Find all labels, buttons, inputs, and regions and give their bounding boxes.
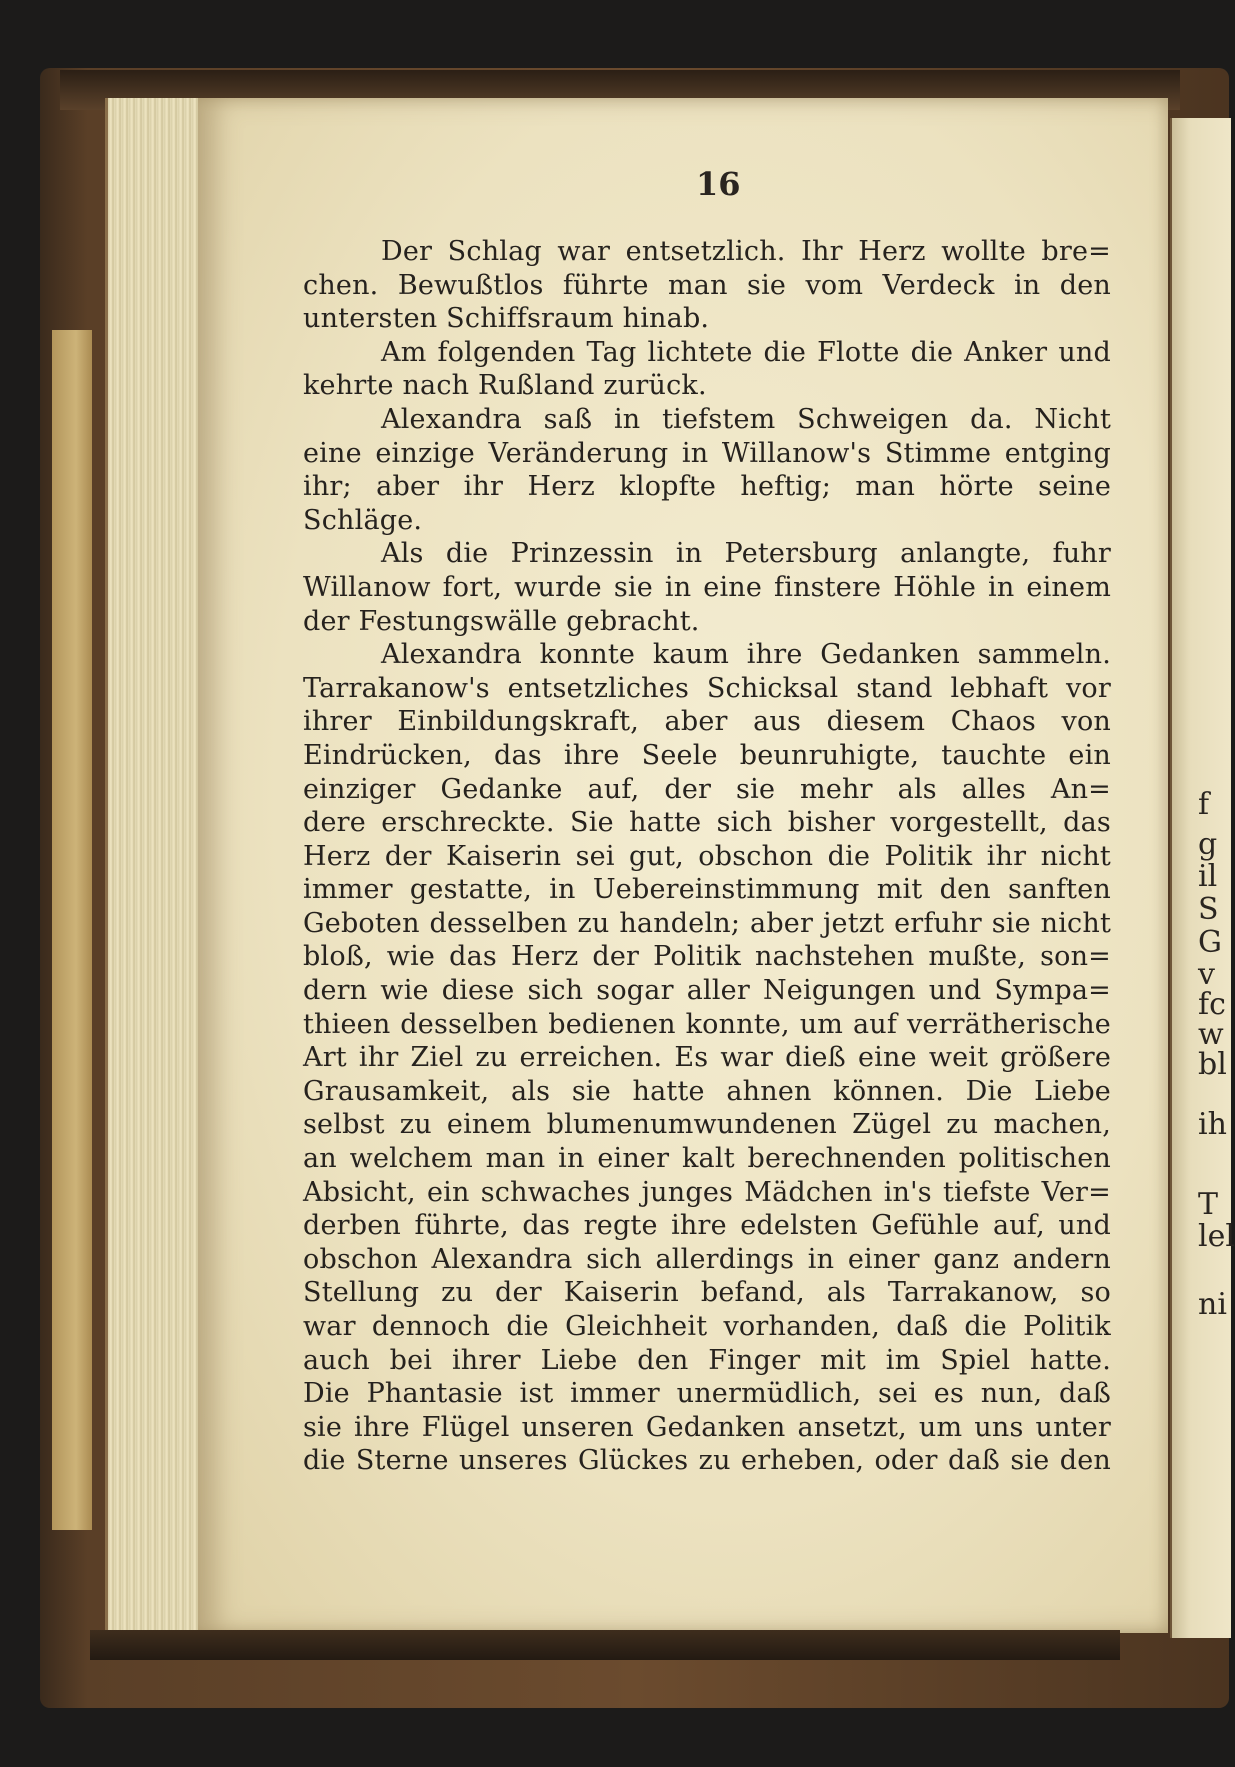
next-page-fragment: g: [1198, 827, 1218, 862]
text-line: thieen desselben bedienen konnte, um auf verrätherische: [303, 1008, 1111, 1040]
text-line: die Sterne unseres Glückes zu erheben, oder daß sie den: [303, 1445, 1111, 1477]
text-line: kehrte nach Rußland zurück.: [303, 370, 707, 402]
text-line: Der Schlag war entsetzlich. Ihr Herz wollte bre=: [381, 236, 1111, 267]
text-line: ihrer Einbildungskraft, aber aus diesem Chaos von: [303, 706, 1111, 738]
text-line: Stellung zu der Kaiserin befand, als Tarrakanow, so: [303, 1277, 1111, 1309]
text-line: dern wie diese sich sogar aller Neigungen und Sympa=: [303, 975, 1111, 1007]
text-line: obschon Alexandra sich allerdings in einer ganz andern: [303, 1243, 1111, 1275]
next-page-fragment: T: [1198, 1187, 1219, 1222]
text-line: Herz der Kaiserin sei gut, obschon die Politik ihr nicht: [303, 840, 1111, 872]
text-line: Als die Prinzessin in Petersburg anlangte, fuhr: [381, 538, 1111, 570]
text-line: Tarrakanow's entsetzliches Schicksal stand lebhaft vor: [303, 672, 1111, 704]
text-line: eine einzige Veränderung in Willanow's Stimme entging: [303, 437, 1111, 469]
text-line: Schläge.: [303, 504, 423, 536]
page-number: 16: [696, 165, 741, 203]
text-line: Alexandra saß in tiefstem Schweigen da. Nicht: [381, 403, 1111, 435]
next-page-fragment: f: [1198, 787, 1210, 822]
text-line: selbst zu einem blumenumwundenen Zügel zu machen,: [303, 1109, 1111, 1141]
text-line: Willanow fort, wurde sie in eine finstere Höhle in einem: [303, 571, 1111, 603]
next-page-fragment: G: [1198, 925, 1222, 960]
text-line: Absicht, ein schwaches junges Mädchen in's tiefste Ver=: [303, 1176, 1111, 1208]
next-page-fragment: v: [1198, 957, 1215, 992]
text-line: Grausamkeit, als sie hatte ahnen können. Die Liebe: [303, 1075, 1111, 1107]
next-page-edge: [1170, 118, 1235, 1638]
text-line: dere erschreckte. Sie hatte sich bisher vorgestellt, das: [303, 807, 1111, 839]
text-line: auch bei ihrer Liebe den Finger mit im Spiel hatte.: [303, 1344, 1111, 1376]
text-line: sie ihre Flügel unseren Gedanken ansetzt, um uns unter: [303, 1411, 1111, 1443]
text-line: an welchem man in einer kalt berechnenden politischen: [303, 1143, 1111, 1175]
text-line: immer gestatte, in Uebereinstimmung mit den sanften: [303, 874, 1111, 906]
next-page-fragment: il: [1198, 859, 1218, 894]
text-line: Geboten desselben zu handeln; aber jetzt erfuhr sie nicht: [303, 907, 1111, 939]
next-page-fragment: ni: [1198, 1287, 1227, 1322]
next-page-fragment: fc: [1198, 987, 1226, 1022]
next-page-fragment: lel: [1198, 1219, 1235, 1254]
text-line: Am folgenden Tag lichtete die Flotte die Anker und: [381, 336, 1111, 368]
text-line: derben führte, das regte ihre edelsten Gefühle auf, und: [303, 1210, 1111, 1242]
text-line: Alexandra konnte kaum ihre Gedanken sammeln.: [381, 639, 1111, 671]
text-line: bloß, wie das Herz der Politik nachstehen mußte, son=: [303, 941, 1111, 973]
next-page-fragment: bl: [1198, 1047, 1227, 1082]
page-text: [303, 235, 1111, 1478]
text-line: einziger Gedanke auf, der sie mehr als alles An=: [303, 773, 1111, 805]
text-line: ihr; aber ihr Herz klopfte heftig; man hörte seine: [303, 471, 1111, 503]
text-line: untersten Schiffsraum hinab.: [303, 303, 710, 335]
text-line: der Festungswälle gebracht.: [303, 605, 700, 637]
text-line: Eindrücken, das ihre Seele beunruhigte, tauchte ein: [303, 739, 1111, 771]
text-line: chen. Bewußtlos führte man sie vom Verdeck in den: [303, 269, 1111, 301]
next-page-fragment: w: [1198, 1017, 1224, 1052]
spine-patch: [52, 330, 92, 1530]
next-page-fragment: S: [1198, 892, 1219, 927]
page-stack: [105, 98, 203, 1633]
text-line: Die Phantasie ist immer unermüdlich, sei es nun, daß: [303, 1378, 1111, 1410]
text-line: war dennoch die Gleichheit vorhanden, daß die Politik: [303, 1311, 1111, 1342]
text-line: Art ihr Ziel zu erreichen. Es war dieß eine weit größere: [303, 1042, 1111, 1074]
cover-bottom-edge: [90, 1630, 1120, 1660]
next-page-fragment: ih: [1198, 1107, 1227, 1142]
